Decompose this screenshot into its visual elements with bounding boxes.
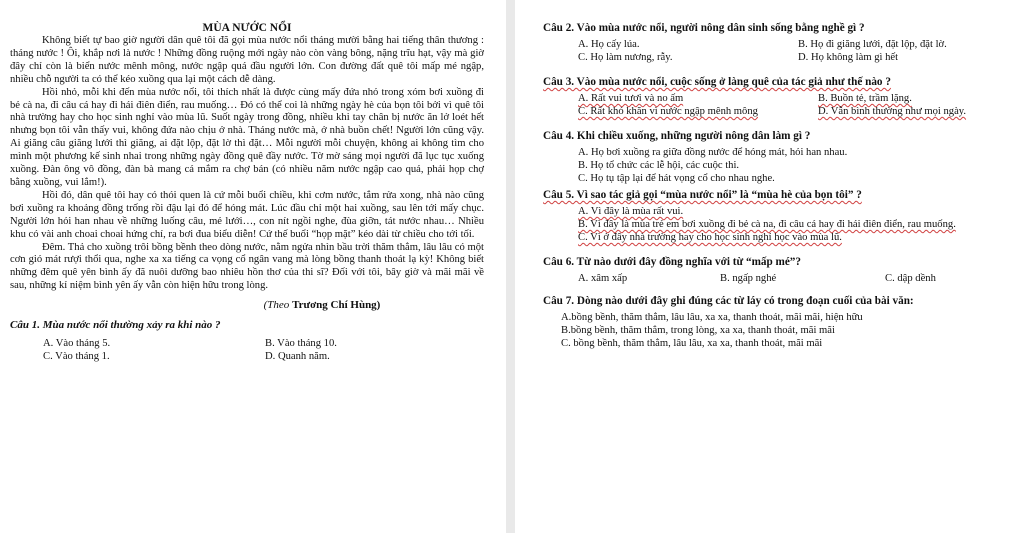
q7-option-b[interactable]: B.bồng bềnh, thăm thẳm, trong lòng, xa xa, thanh thoát, mãi mãi bbox=[561, 325, 835, 336]
right-page bbox=[515, 0, 1024, 533]
passage-paragraph-3: Hồi đó, dân quê tôi hay có thói quen là cứ mỗi buổi chiều, khi cơm nước, tắm rửa xong, nhà nào cũng bơi xuồng ra khoảng đồng trống rồi đậu lại đó để hóng mát. Lúc đầu chỉ một hai xuồng, sau lên tới mấy chục. Người lớn hỏi han nhau về những luống câu, mẻ lưới…, con nít ngồi nghe, đùa giỡn, tát nước nhau… Nhiều khu có vài anh choai choai hứng chí, ra bơi đua biểu diễn! Cứ thế buổi “họp mặt” kéo dài từ chiều cho tới tối. bbox=[10, 189, 484, 240]
question-4: Câu 4. Khi chiều xuống, những người nông dân làm gì ? bbox=[543, 130, 811, 142]
question-7-options bbox=[543, 311, 1014, 350]
q3-option-a[interactable]: A. Rất vui tươi và no ấm bbox=[578, 93, 684, 104]
q4-option-c[interactable]: C. Họ tụ tập lại để hát vọng cổ cho nhau nghe. bbox=[578, 173, 775, 184]
question-4-options bbox=[543, 146, 1014, 185]
passage-paragraph-1: Không biết tự bao giờ người dân quê tôi đã gọi mùa nước nổi tháng mười bằng hai tiếng thân thương : tháng nước ! Ôi, khắp nơi là nước ! Những đồng ruộng mới ngày nào còn vàng bông, nặng trĩu hạt, vậy mà giờ đây chỉ còn là biển nước mênh mông, nước ngập quá đầu người lớn. Con đường đất quê tôi mấp mé ngập, nhiều chỗ người ta có thể kéo xuồng qua lại một cách dễ dàng. bbox=[10, 35, 484, 85]
q6-option-a[interactable]: A. xâm xấp bbox=[578, 273, 628, 284]
left-page bbox=[0, 0, 506, 533]
q2-option-b[interactable]: B. Họ đi giăng lưới, đặt lộp, đặt lờ. bbox=[798, 39, 947, 50]
question-2-options bbox=[543, 38, 1014, 64]
question-1: Câu 1. Mùa nước nổi thường xảy ra khi nào ? bbox=[10, 319, 221, 332]
question-5: Câu 5. Vì sao tác giả gọi “mùa nước nổi” là “mùa hè của bọn tôi” ? bbox=[543, 189, 862, 201]
passage-paragraph-4: Đêm. Thả cho xuồng trôi bồng bềnh theo dòng nước, nằm ngửa nhìn bầu trời thăm thẳm, lâu lâu có một cơn gió mát rượi thổi qua, nghe xa xa tiếng ca vọng cổ ngân vang mà lòng bồng thanh thoát lạ kỳ! Không biết những đêm quê yên bình ấy đã nuôi dưỡng bao nhiêu hồn thơ của thi sĩ? Đối với tôi, bây giờ và mãi mãi về sau, những kỉ niệm bình yên ấy vẫn còn hiện hữu trong lòng. bbox=[10, 241, 484, 292]
q5-option-c[interactable]: C. Vì ở đây nhà trường hay cho học sinh nghỉ học vào mùa lũ. bbox=[578, 232, 842, 243]
passage-paragraph-2: Hồi nhỏ, mỗi khi đến mùa nước nổi, tôi thích nhất là được cùng mấy đứa nhỏ trong xóm bơi xuồng đi bẻ cà na, đi câu cá hay đi hái điên điển, rau muống… Đó có thể coi là những ngày hè của bọn tôi bởi vì quê tôi nhà trường hay cho học sinh nghỉ vào mùa lũ. Suốt ngày trong đồng, nhiều khi tay chân bị nước ăn lở loét hết nhưng bọn tôi vẫn thấy vui, không đứa nào chịu ở nhà. Tháng nước mà, ở nhà buồn chết! Người lớn cũng vậy. Ai giăng câu giăng lưới thì giăng, ai đặt lộp, đặt lờ thì đặt… Mỗi người mỗi chuyện, không ai không tìm cho mình một phương kế sinh nhai trong những ngày đồng quê đầy nước. Tờ mờ sáng mọi người đã lục tục xuống xuồng. Đàn ông vô đồng, đàn bà mang cá mắm ra chợ bán (có nhiều năm nước ngập cao quá, phải họp chợ bằng xuồng, vui lắm!). bbox=[10, 86, 484, 188]
q2-option-d[interactable]: D. Họ không làm gì hết bbox=[798, 52, 899, 63]
q2-option-a[interactable]: A. Họ cấy lúa. bbox=[578, 39, 640, 50]
passage-title: MÙA NƯỚC NỔI bbox=[202, 22, 292, 34]
question-5-options bbox=[543, 205, 1014, 244]
q7-option-a[interactable]: A.bồng bềnh, thăm thẳm, lâu lâu, xa xa, thanh thoát, mãi mãi, hiện hữu bbox=[561, 312, 863, 323]
question-6: Câu 6. Từ nào dưới đây đồng nghĩa với từ “mấp mé”? bbox=[543, 256, 801, 268]
q2-option-c[interactable]: C. Họ làm nương, rẫy. bbox=[578, 52, 673, 63]
q4-option-b[interactable]: B. Họ tổ chức các lễ hội, các cuộc thi. bbox=[578, 160, 740, 171]
question-3: Câu 3. Vào mùa nước nổi, cuộc sống ở làng quê của tác giả như thế nào ? bbox=[543, 76, 891, 88]
q3-option-c[interactable]: C. Rất khó khăn vì nước ngập mênh mông bbox=[578, 106, 758, 117]
q1-option-b[interactable]: B. Vào tháng 10. bbox=[265, 338, 337, 350]
q6-option-c[interactable]: C. dập dềnh bbox=[885, 273, 936, 284]
q7-option-c[interactable]: C. bồng bềnh, thăm thẳm, lâu lâu, xa xa, thanh thoát, mãi mãi bbox=[561, 338, 823, 349]
question-2: Câu 2. Vào mùa nước nổi, người nông dân sinh sống bằng nghề gì ? bbox=[543, 22, 865, 34]
question-1-options bbox=[10, 337, 484, 363]
q4-option-a[interactable]: A. Họ bơi xuồng ra giữa đồng nước để hóng mát, hỏi han nhau. bbox=[578, 147, 848, 158]
q5-option-b[interactable]: B. Vì đây là mùa trẻ em bơi xuồng đi bẻ cà na, đi câu cá hay đi hái điên điển, rau muống. bbox=[578, 219, 956, 230]
q1-option-c[interactable]: C. Vào tháng 1. bbox=[43, 351, 110, 363]
question-6-options bbox=[543, 272, 1014, 285]
q3-option-d[interactable]: D. Vẫn bình thường như mọi ngày. bbox=[818, 106, 967, 117]
q3-option-b[interactable]: B. Buồn tẻ, trầm lặng. bbox=[818, 93, 912, 104]
question-7: Câu 7. Dòng nào dưới đây ghi đúng các từ láy có trong đoạn cuối của bài văn: bbox=[543, 295, 914, 307]
q1-option-a[interactable]: A. Vào tháng 5. bbox=[43, 338, 111, 350]
q5-option-a[interactable]: A. Vì đây là mùa rất vui. bbox=[578, 206, 684, 217]
question-3-options bbox=[543, 92, 1014, 118]
q1-option-d[interactable]: D. Quanh năm. bbox=[265, 351, 330, 363]
q6-option-b[interactable]: B. ngấp nghé bbox=[720, 273, 777, 284]
passage-source: (Theo Trương Chí Hùng) bbox=[263, 299, 381, 312]
